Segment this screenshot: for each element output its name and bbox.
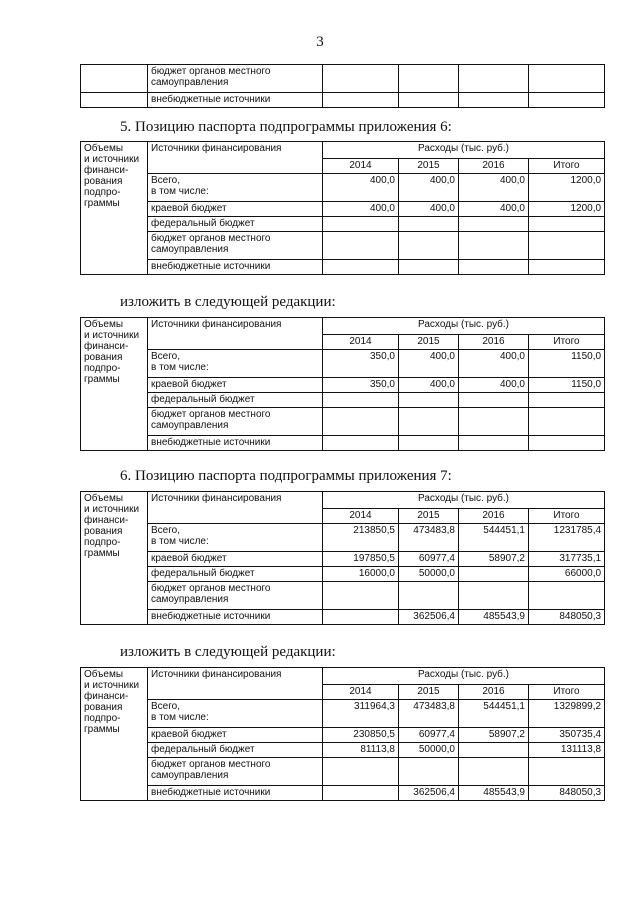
header-expenses: Расходы (тыс. руб.): [323, 492, 605, 509]
header-year-2014: 2014: [323, 685, 399, 700]
header-year-2015: 2015: [399, 509, 459, 524]
row-label-offbudget: внебюджетные источники: [148, 436, 323, 451]
header-year-2016: 2016: [459, 685, 529, 700]
row-label-regional: краевой бюджет: [148, 552, 323, 567]
row-label-local: бюджет органов местного самоуправления: [148, 408, 323, 436]
page-number: 3: [316, 34, 324, 50]
fragment-table: [80, 64, 605, 108]
row-label-regional: краевой бюджет: [148, 728, 323, 743]
header-total: Итого: [529, 335, 605, 350]
header-sources: Источники финансирования: [148, 668, 323, 700]
table-2: Объемы и источники финанси- рования подпро- граммы Источники финансирования Расходы (тыс. руб.) 2014 2015 2016 Итого Всего, в том числе: 350,0 400,0 400,0 1150,0 краевой бюджет 350,0 400,0 400,0 1150,0 федеральный бюджет бюджет органов местного самоуправления внебюджетные источники: [80, 317, 605, 451]
side-label: Объемы и источники финанси- рования подпро- граммы: [81, 318, 148, 451]
row-label-federal: федеральный бюджет: [148, 743, 323, 758]
heading-new-edition-2: изложить в следующей редакции:: [120, 644, 336, 660]
header-sources: Источники финансирования: [148, 492, 323, 524]
side-label: Объемы и источники финанси- рования подпро- граммы: [81, 142, 148, 275]
header-year-2015: 2015: [399, 159, 459, 174]
side-label: Объемы и источники финанси- рования подпро- граммы: [81, 668, 148, 801]
header-total: Итого: [529, 509, 605, 524]
header-year-2014: 2014: [323, 159, 399, 174]
row-label-total: Всего, в том числе:: [148, 350, 323, 378]
row-label-federal: федеральный бюджет: [148, 217, 323, 232]
table-4: Объемы и источники финанси- рования подпро- граммы Источники финансирования Расходы (тыс. руб.) 2014 2015 2016 Итого Всего, в том числе: 311964,3 473483,8 544451,1 1329899,2 краевой бюджет 230850,5 60977,4 58907,2 350735,4 федеральный бюджет 81113,8 50000,0 131113,8 бюджет органов местного самоуправления внебюджетные источники 362506,4 485543,9 848050,3: [80, 667, 605, 801]
header-year-2016: 2016: [459, 335, 529, 350]
header-expenses: Расходы (тыс. руб.): [323, 668, 605, 685]
header-year-2014: 2014: [323, 509, 399, 524]
header-year-2014: 2014: [323, 335, 399, 350]
header-year-2015: 2015: [399, 685, 459, 700]
side-cell: [81, 65, 148, 93]
header-year-2016: 2016: [459, 509, 529, 524]
heading-item-5: 5. Позицию паспорта подпрограммы приложения 6:: [120, 119, 452, 135]
table-3: Объемы и источники финанси- рования подпро- граммы Источники финансирования Расходы (тыс. руб.) 2014 2015 2016 Итого Всего, в том числе: 213850,5 473483,8 544451,1 1231785,4 краевой бюджет 197850,5 60977,4 58907,2 317735,1 федеральный бюджет 16000,0 50000,0 66000,0 бюджет органов местного самоуправления внебюджетные источники 362506,4 485543,9 848050,3: [80, 491, 605, 625]
row-label-offbudget: внебюджетные источники: [148, 786, 323, 801]
header-expenses: Расходы (тыс. руб.): [323, 142, 605, 159]
row-label-federal: федеральный бюджет: [148, 393, 323, 408]
row-label-total: Всего, в том числе:: [148, 524, 323, 552]
row-label-offbudget: внебюджетные источники: [148, 610, 323, 625]
row-label-offbudget: внебюджетные источники: [148, 93, 323, 108]
row-label-regional: краевой бюджет: [148, 202, 323, 217]
row-label-local: бюджет органов местного самоуправления: [148, 758, 323, 786]
row-label-local: бюджет органов местного самоуправления: [148, 582, 323, 610]
side-label: Объемы и источники финанси- рования подпро- граммы: [81, 492, 148, 625]
header-expenses: Расходы (тыс. руб.): [323, 318, 605, 335]
row-label-total: Всего, в том числе:: [148, 700, 323, 728]
heading-item-6: 6. Позицию паспорта подпрограммы приложения 7:: [120, 468, 452, 484]
row-label-offbudget: внебюджетные источники: [148, 260, 323, 275]
row-label-regional: краевой бюджет: [148, 378, 323, 393]
row-label-local: бюджет органов местного самоуправления: [148, 232, 323, 260]
header-year-2015: 2015: [399, 335, 459, 350]
header-year-2016: 2016: [459, 159, 529, 174]
table-1: Объемы и источники финанси- рования подпро- граммы Источники финансирования Расходы (тыс. руб.) 2014 2015 2016 Итого Всего, в том числе: 400,0 400,0 400,0 1200,0 краевой бюджет 400,0 400,0 400,0 1200,0 федеральный бюджет бюджет органов местного самоуправления внебюджетные источники: [80, 141, 605, 275]
header-sources: Источники финансирования: [148, 142, 323, 174]
row-label-total: Всего, в том числе:: [148, 174, 323, 202]
heading-new-edition-1: изложить в следующей редакции:: [120, 294, 336, 310]
row-label-local: бюджет органов местного самоуправления: [148, 65, 323, 93]
row-label-federal: федеральный бюджет: [148, 567, 323, 582]
header-sources: Источники финансирования: [148, 318, 323, 350]
header-total: Итого: [529, 159, 605, 174]
header-total: Итого: [529, 685, 605, 700]
